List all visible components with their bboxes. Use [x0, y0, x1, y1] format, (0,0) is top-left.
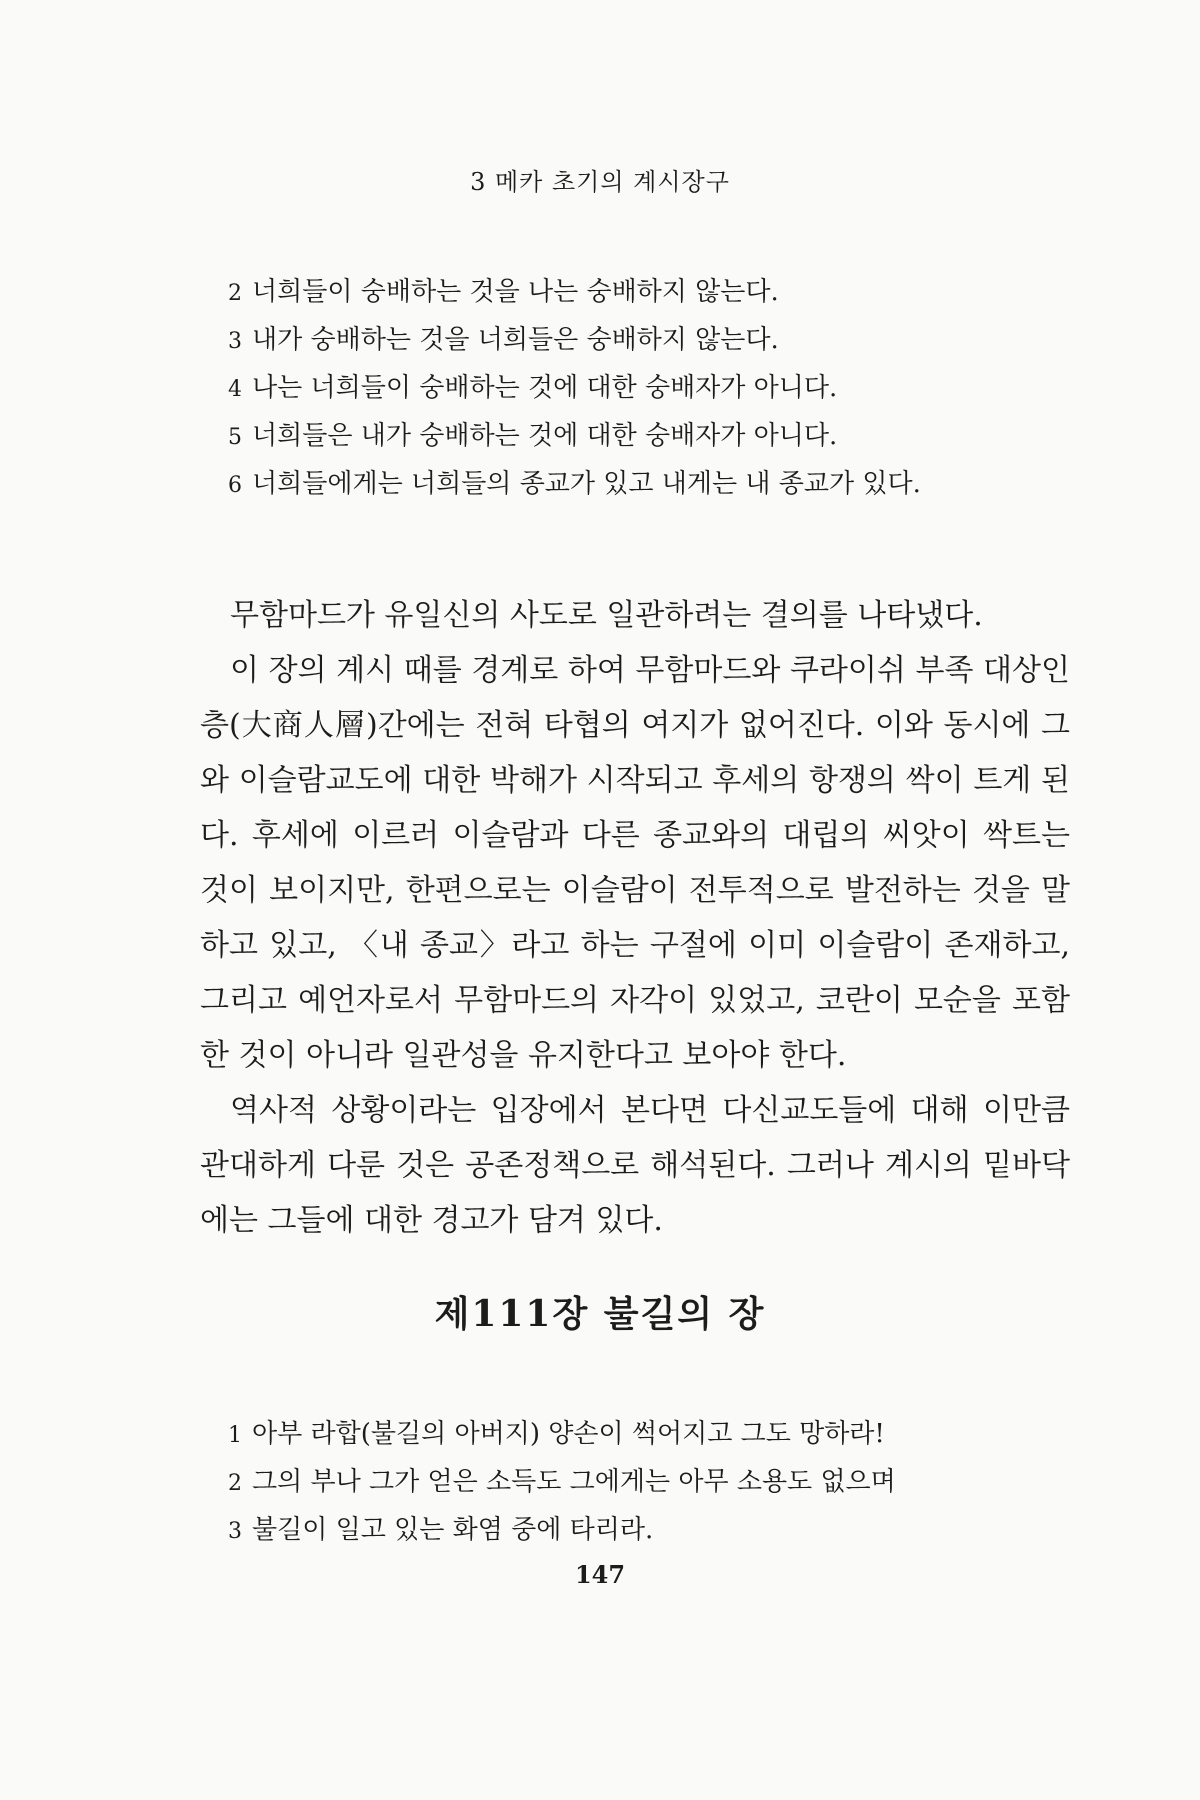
verse-line	[228, 364, 1128, 412]
running-head: 3 메카 초기의 계시장구	[470, 168, 730, 196]
commentary	[200, 588, 1070, 1248]
verse-list-top	[228, 268, 1128, 508]
verse-text: 불길이 일고 있는 화염 중에 타리라.	[252, 1515, 654, 1545]
page-number: 147	[574, 1560, 626, 1589]
commentary-paragraph: 역사적 상황이라는 입장에서 본다면 다신교도들에 대해 이만큼 관대하게 다룬 것은 공존정책으로 해석된다. 그러나 계시의 밑바닥에는 그들에 대한 경고가 담겨 있다.	[200, 1093, 1070, 1238]
verse-list-bottom	[228, 1410, 1128, 1554]
verse-line	[228, 268, 1128, 316]
verse-line	[228, 1410, 1128, 1458]
verse-number: 2	[228, 281, 242, 306]
verse-line	[228, 316, 1128, 364]
verse-text: 너희들이 숭배하는 것을 나는 숭배하지 않는다.	[252, 277, 779, 307]
verse-text: 내가 숭배하는 것을 너희들은 숭배하지 않는다.	[252, 325, 779, 355]
verse-line	[228, 1458, 1128, 1506]
verse-line	[228, 412, 1128, 460]
verse-text: 너희들에게는 너희들의 종교가 있고 내게는 내 종교가 있다.	[252, 469, 921, 499]
verse-number: 3	[228, 329, 242, 354]
verse-line	[228, 1506, 1128, 1554]
verse-text: 나는 너희들이 숭배하는 것에 대한 숭배자가 아니다.	[252, 373, 838, 403]
verse-number: 5	[228, 425, 242, 450]
verse-text: 그의 부나 그가 얻은 소득도 그에게는 아무 소용도 없으며	[252, 1467, 896, 1497]
verse-text: 아부 라합(불길의 아버지) 양손이 썩어지고 그도 망하라!	[252, 1419, 885, 1449]
verse-text: 너희들은 내가 숭배하는 것에 대한 숭배자가 아니다.	[252, 421, 838, 451]
commentary-paragraph: 이 장의 계시 때를 경계로 하여 무함마드와 쿠라이쉬 부족 대상인층(大商人層)간에는 전혀 타협의 여지가 없어진다. 이와 동시에 그와 이슬람교도에 대한 박해가 시작되고 후세의 항쟁의 싹이 트게 된다. 후세에 이르러 이슬람과 다른 종교와의 대립의 씨앗이 싹트는 것이 보이지만, 한편으로는 이슬람이 전투적으로 발전하는 것을 말하고 있고, 〈내 종교〉라고 하는 구절에 이미 이슬람이 존재하고, 그리고 예언자로서 무함마드의 자각이 있었고, 코란이 모순을 포함한 것이 아니라 일관성을 유지한다고 보아야 한다.	[200, 653, 1070, 1073]
verse-number: 1	[228, 1423, 242, 1448]
verse-number: 2	[228, 1471, 242, 1496]
chapter-title: 제111장 불길의 장	[434, 1293, 766, 1335]
verse-number: 3	[228, 1519, 242, 1544]
commentary-paragraph: 무함마드가 유일신의 사도로 일관하려는 결의를 나타냈다.	[230, 598, 983, 633]
verse-number: 4	[228, 377, 242, 402]
verse-line	[228, 460, 1128, 508]
verse-number: 6	[228, 473, 242, 498]
